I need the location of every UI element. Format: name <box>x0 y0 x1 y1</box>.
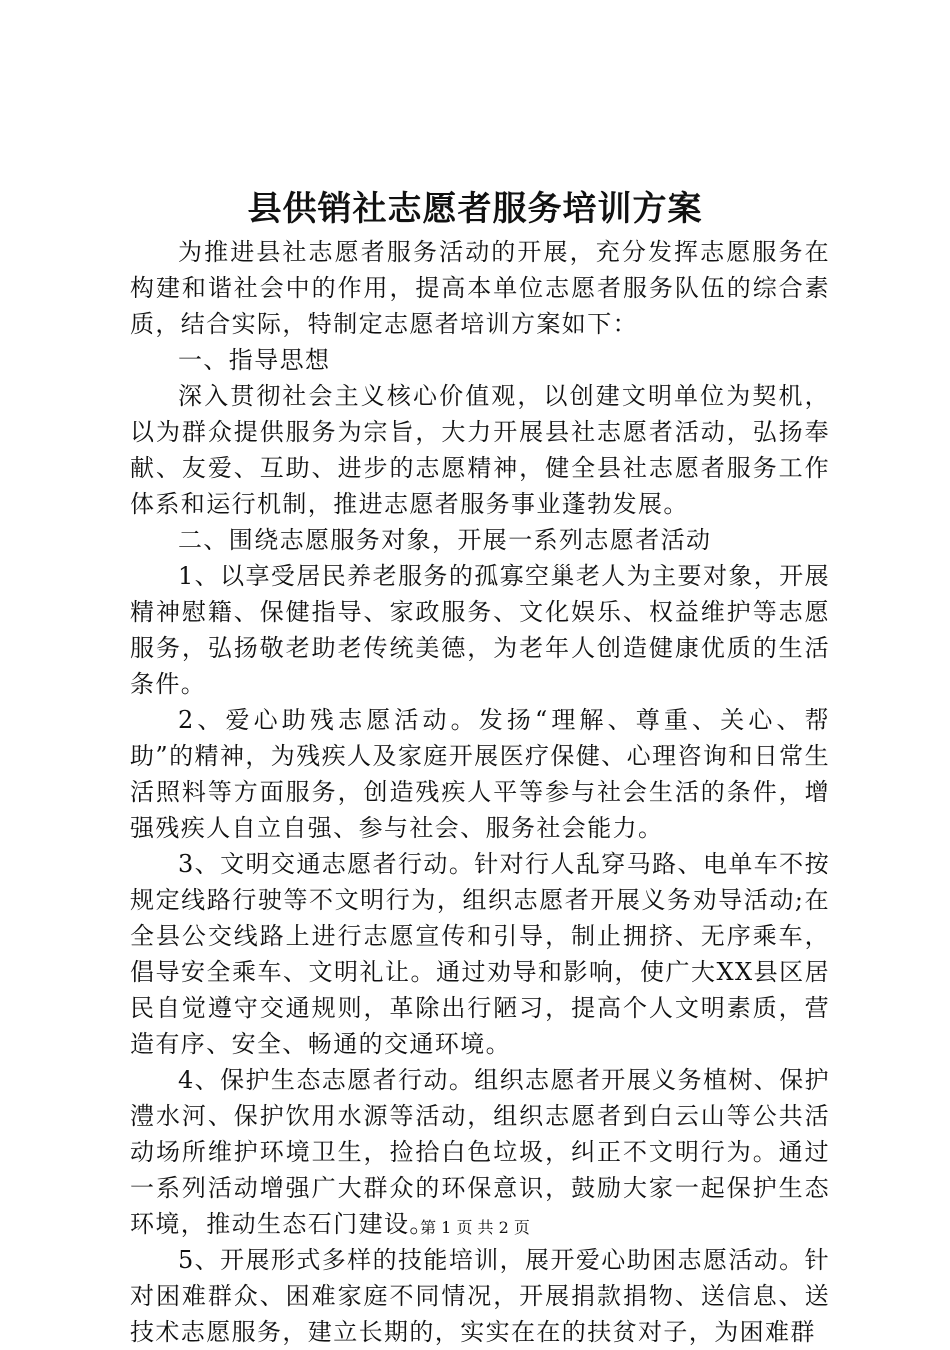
section-heading-guiding-ideology: 一、指导思想 <box>178 346 331 374</box>
intro-paragraph: 为推进县社志愿者服务活动的开展，充分发挥志愿服务在构建和谐社会中的作用，提高本单位志愿者服务队伍的综合素质，结合实际，特制定志愿者培训方案如下： <box>130 238 830 338</box>
section-heading-activities: 二、围绕志愿服务对象，开展一系列志愿者活动 <box>178 526 712 554</box>
activity-item-1: 1、以享受居民养老服务的孤寡空巢老人为主要对象，开展精神慰籍、保健指导、家政服务、文化娱乐、权益维护等志愿服务，弘扬敬老助老传统美德，为老年人创造健康优质的生活条件。 <box>130 562 830 698</box>
activity-item-4: 4、保护生态志愿者行动。组织志愿者开展义务植树、保护澧水河、保护饮用水源等活动，组织志愿者到白云山等公共活动场所维护环境卫生，捡拾白色垃圾，纠正不文明行为。通过一系列活动增强广大群众的环保意识，鼓励大家一起保护生态环境，推动生态石门建设。 <box>130 1066 830 1238</box>
activity-item-2: 2、爱心助残志愿活动。发扬“理解、尊重、关心、帮助”的精神，为残疾人及家庭开展医疗保健、心理咨询和日常生活照料等方面服务，创造残疾人平等参与社会生活的条件，增强残疾人自立自强、参与社会、服务社会能力。 <box>130 706 830 842</box>
guiding-ideology-paragraph: 深入贯彻社会主义核心价值观，以创建文明单位为契机，以为群众提供服务为宗旨，大力开展县社志愿者活动，弘扬奉献、友爱、互助、进步的志愿精神，健全县社志愿者服务工作体系和运行机制，推进志愿者服务事业蓬勃发展。 <box>130 382 830 518</box>
document-body <box>130 234 830 1350</box>
document-title: 县供销社志愿者服务培训方案 <box>247 189 703 229</box>
page-number-footer: 第 1 页 共 2 页 <box>420 1218 530 1237</box>
activity-item-3: 3、文明交通志愿者行动。针对行人乱穿马路、电单车不按规定线路行驶等不文明行为，组织志愿者开展义务劝导活动;在全县公交线路上进行志愿宣传和引导，制止拥挤、无序乘车，倡导安全乘车、文明礼让。通过劝导和影响，使广大XX县区居民自觉遵守交通规则，革除出行陋习，提高个人文明素质，营造有序、安全、畅通的交通环境。 <box>130 850 830 1058</box>
activity-item-5: 5、开展形式多样的技能培训，展开爱心助困志愿活动。针对困难群众、困难家庭不同情况，开展捐款捐物、送信息、送技术志愿服务，建立长期的，实实在在的扶贫对子，为困难群 <box>130 1246 830 1346</box>
